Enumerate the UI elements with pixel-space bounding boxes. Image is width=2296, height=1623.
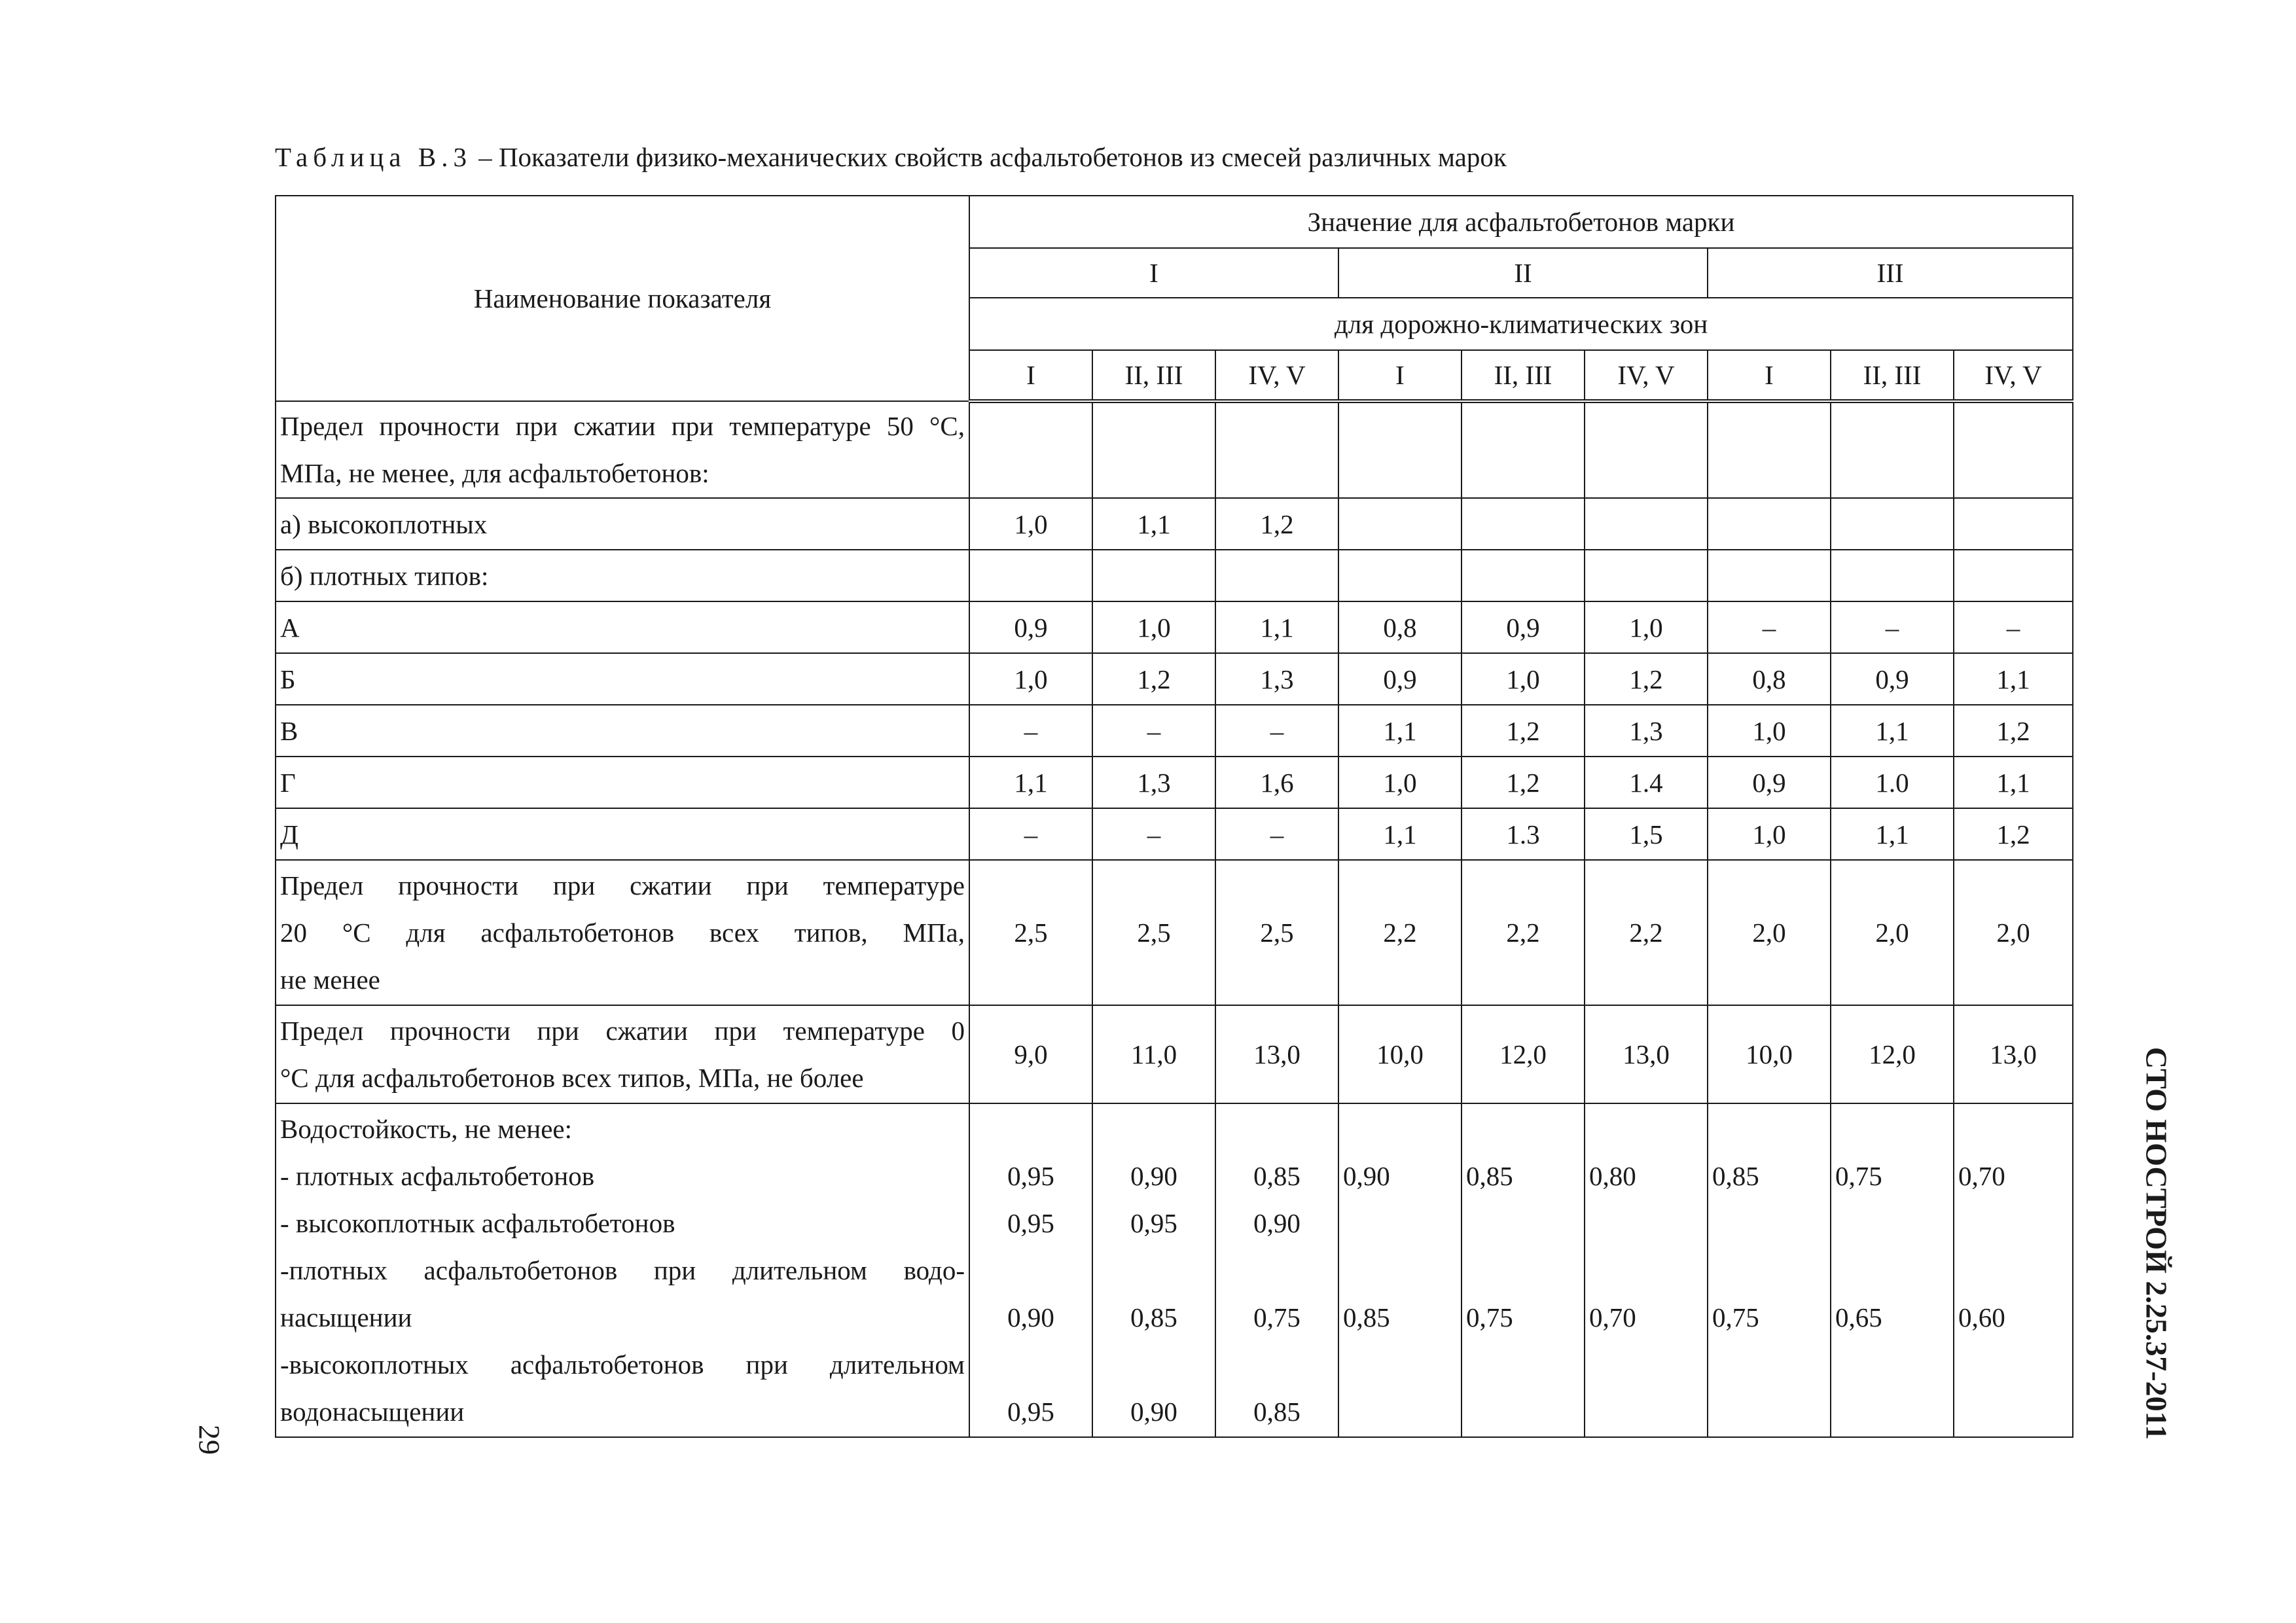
cell-value: 2,2 bbox=[1462, 860, 1585, 1005]
caption-title: Показатели физико-механических свойств асфальтобетонов из смесей различных марок bbox=[498, 142, 1507, 172]
cell-value: 1,2 bbox=[1954, 808, 2073, 860]
page-number-text: 29 bbox=[192, 1425, 226, 1455]
cell-value: 0,75 bbox=[1253, 1302, 1300, 1332]
cell-value: 0,60 bbox=[1958, 1302, 2005, 1332]
cell-value: 0,9 bbox=[1831, 653, 1954, 705]
cell-value: – bbox=[1954, 601, 2073, 653]
cell-value: 2,5 bbox=[1092, 860, 1215, 1005]
table-row bbox=[276, 601, 2073, 653]
document-code bbox=[2117, 1034, 2196, 1453]
row-title-line: водонасыщении bbox=[280, 1397, 465, 1427]
table-row bbox=[276, 401, 2073, 498]
cell-value: – bbox=[1092, 808, 1215, 860]
cell-value: 0,90 bbox=[1130, 1397, 1177, 1427]
cell-value: 1,1 bbox=[1092, 498, 1215, 550]
cell-water bbox=[1708, 1103, 1831, 1437]
cell-water bbox=[1338, 1103, 1462, 1437]
cell-value: 10,0 bbox=[1708, 1005, 1831, 1103]
header-zone: II, III bbox=[1092, 350, 1215, 401]
cell-value: 1,1 bbox=[1954, 653, 2073, 705]
table-row bbox=[276, 498, 2073, 550]
cell-value: 0,90 bbox=[1253, 1208, 1300, 1238]
cell-value: 11,0 bbox=[1092, 1005, 1215, 1103]
cell-value: 1.3 bbox=[1462, 808, 1585, 860]
cell-water bbox=[1585, 1103, 1708, 1437]
cell-value: 2,2 bbox=[1338, 860, 1462, 1005]
header-zone: IV, V bbox=[1215, 350, 1338, 401]
cell-value: 2,0 bbox=[1954, 860, 2073, 1005]
cell-value: 2,5 bbox=[1215, 860, 1338, 1005]
cell-value: 0,85 bbox=[1253, 1397, 1300, 1427]
cell-water bbox=[1831, 1103, 1954, 1437]
cell-value: 1,0 bbox=[1338, 757, 1462, 808]
document-code-text: СТО НОСТРОЙ 2.25.37-2011 bbox=[2140, 1046, 2174, 1440]
cell-value: 0,8 bbox=[1338, 601, 1462, 653]
row-type-label: В bbox=[276, 705, 969, 757]
header-zone: IV, V bbox=[1954, 350, 2073, 401]
cell-value: 2,0 bbox=[1708, 860, 1831, 1005]
cell-value: 1,1 bbox=[1831, 808, 1954, 860]
cell-value: 12,0 bbox=[1462, 1005, 1585, 1103]
cell-value: – bbox=[1708, 601, 1831, 653]
cell-value: 0,80 bbox=[1589, 1161, 1636, 1191]
cell-value: 0,75 bbox=[1835, 1161, 1882, 1191]
table-row bbox=[276, 1005, 2073, 1103]
table-row bbox=[276, 808, 2073, 860]
cell-water bbox=[969, 1103, 1092, 1437]
row-title-line: -плотных асфальтобетонов при длительном водо- bbox=[280, 1255, 965, 1285]
cell-value: 1,5 bbox=[1585, 808, 1708, 860]
cell-value: 1,6 bbox=[1215, 757, 1338, 808]
cell-value: 1,3 bbox=[1585, 705, 1708, 757]
cell-value: 0,75 bbox=[1712, 1302, 1759, 1332]
cell-value: 1,0 bbox=[969, 498, 1092, 550]
cell-value: 1,1 bbox=[969, 757, 1092, 808]
cell-value: 2,5 bbox=[969, 860, 1092, 1005]
table-row bbox=[276, 860, 2073, 1005]
row-label: а) высокоплотных bbox=[276, 498, 969, 550]
cell-value: 1,2 bbox=[1215, 498, 1338, 550]
cell-value: – bbox=[1092, 705, 1215, 757]
cell-value: 0,90 bbox=[1007, 1302, 1054, 1332]
cell-value: 1,0 bbox=[969, 653, 1092, 705]
cell-value: 0,90 bbox=[1130, 1161, 1177, 1191]
row-title-line: Предел прочности при сжатии при температуре 0 bbox=[280, 1016, 965, 1046]
cell-water bbox=[1462, 1103, 1585, 1437]
cell-value: 0,85 bbox=[1466, 1161, 1513, 1191]
header-grade: II bbox=[1338, 248, 1708, 298]
header-zone: IV, V bbox=[1585, 350, 1708, 401]
cell-value: 1,2 bbox=[1954, 705, 2073, 757]
caption-label: Таблица В.3 bbox=[275, 142, 472, 172]
cell-value: 1,1 bbox=[1831, 705, 1954, 757]
cell-value: 1,1 bbox=[1338, 705, 1462, 757]
table-row bbox=[276, 705, 2073, 757]
row-title-line: Предел прочности при сжатии при температуре bbox=[280, 870, 965, 901]
cell-value: 1,0 bbox=[1708, 705, 1831, 757]
header-zone: I bbox=[1338, 350, 1462, 401]
cell-value: 9,0 bbox=[969, 1005, 1092, 1103]
row-title-line: °С для асфальтобетонов всех типов, МПа, не более bbox=[280, 1063, 864, 1093]
cell-value: – bbox=[1215, 705, 1338, 757]
header-zone: II, III bbox=[1462, 350, 1585, 401]
cell-value: 0,85 bbox=[1343, 1302, 1390, 1332]
cell-value: 0,9 bbox=[969, 601, 1092, 653]
cell-value: 0,9 bbox=[1462, 601, 1585, 653]
cell-water bbox=[1092, 1103, 1215, 1437]
header-grade: III bbox=[1708, 248, 2073, 298]
cell-value: 1,1 bbox=[1215, 601, 1338, 653]
row-title-line: - плотных асфальтобетонов bbox=[280, 1161, 595, 1191]
cell-value: 0,75 bbox=[1466, 1302, 1513, 1332]
cell-value: 13,0 bbox=[1585, 1005, 1708, 1103]
row-type-label: А bbox=[276, 601, 969, 653]
cell-value: 0,95 bbox=[1130, 1208, 1177, 1238]
table-row bbox=[276, 653, 2073, 705]
header-zone: II, III bbox=[1831, 350, 1954, 401]
cell-value: 0,70 bbox=[1589, 1302, 1636, 1332]
row-title-water bbox=[276, 1103, 969, 1437]
cell-value: 1.4 bbox=[1585, 757, 1708, 808]
cell-value: 1,3 bbox=[1215, 653, 1338, 705]
row-type-label: Г bbox=[276, 757, 969, 808]
cell-value: 1,2 bbox=[1462, 705, 1585, 757]
cell-value: 12,0 bbox=[1831, 1005, 1954, 1103]
cell-value: 0,85 bbox=[1253, 1161, 1300, 1191]
row-title-line: насыщении bbox=[280, 1302, 412, 1332]
cell-value: 1,2 bbox=[1462, 757, 1585, 808]
cell-value: 0,70 bbox=[1958, 1161, 2005, 1191]
cell-value: 1,3 bbox=[1092, 757, 1215, 808]
table-row bbox=[276, 1103, 2073, 1437]
cell-value: 2,2 bbox=[1585, 860, 1708, 1005]
row-title-line: -высокоплотных асфальтобетонов при длительном bbox=[280, 1349, 965, 1380]
cell-value: 1,0 bbox=[1585, 601, 1708, 653]
table-caption bbox=[275, 141, 1507, 173]
row-title-line: Водостойкость, не менее: bbox=[280, 1114, 572, 1144]
cell-value: 2,0 bbox=[1831, 860, 1954, 1005]
cell-value: 0,85 bbox=[1130, 1302, 1177, 1332]
header-grade: I bbox=[969, 248, 1338, 298]
header-zones-title: для дорожно-климатических зон bbox=[969, 298, 2073, 350]
cell-value: 1,1 bbox=[1954, 757, 2073, 808]
table-row bbox=[276, 550, 2073, 601]
cell-value: 0,8 bbox=[1708, 653, 1831, 705]
cell-value: 0,90 bbox=[1343, 1161, 1390, 1191]
header-zone: I bbox=[1708, 350, 1831, 401]
row-title-0c bbox=[276, 1005, 969, 1103]
header-zone: I bbox=[969, 350, 1092, 401]
cell-value: 0,85 bbox=[1712, 1161, 1759, 1191]
row-type-label: Б bbox=[276, 653, 969, 705]
cell-value: 1,2 bbox=[1585, 653, 1708, 705]
page-number bbox=[190, 1407, 229, 1472]
row-label: б) плотных типов: bbox=[276, 550, 969, 601]
cell-water bbox=[1215, 1103, 1338, 1437]
cell-value: – bbox=[1215, 808, 1338, 860]
row-title-line: - высокоплотнык асфальтобетонов bbox=[280, 1208, 675, 1238]
cell-value: – bbox=[969, 705, 1092, 757]
header-name-col: Наименование показателя bbox=[276, 196, 969, 401]
cell-value: 13,0 bbox=[1954, 1005, 2073, 1103]
cell-value: 0,9 bbox=[1708, 757, 1831, 808]
row-title-50c: Предел прочности при сжатии при температуре 50 °С, МПа, не менее, для асфальтобетонов: bbox=[276, 401, 969, 498]
cell-value: 1,0 bbox=[1462, 653, 1585, 705]
cell-value: 0,95 bbox=[1007, 1208, 1054, 1238]
header-value-group: Значение для асфальтобетонов марки bbox=[969, 196, 2073, 248]
cell-value: 1.0 bbox=[1831, 757, 1954, 808]
cell-water bbox=[1954, 1103, 2073, 1437]
cell-value: 1,0 bbox=[1708, 808, 1831, 860]
cell-value: 0,65 bbox=[1835, 1302, 1882, 1332]
cell-value: 0,95 bbox=[1007, 1161, 1054, 1191]
caption-dash: – bbox=[478, 142, 492, 172]
cell-value: – bbox=[969, 808, 1092, 860]
properties-table bbox=[275, 195, 2073, 1438]
cell-value: 0,95 bbox=[1007, 1397, 1054, 1427]
row-type-label: Д bbox=[276, 808, 969, 860]
cell-value: 13,0 bbox=[1215, 1005, 1338, 1103]
cell-value: 10,0 bbox=[1338, 1005, 1462, 1103]
cell-value: 1,2 bbox=[1092, 653, 1215, 705]
row-title-line: не менее bbox=[280, 965, 380, 995]
cell-value: – bbox=[1831, 601, 1954, 653]
cell-value: 1,0 bbox=[1092, 601, 1215, 653]
row-title-20c bbox=[276, 860, 969, 1005]
cell-value: 1,1 bbox=[1338, 808, 1462, 860]
table-row bbox=[276, 757, 2073, 808]
cell-value: 0,9 bbox=[1338, 653, 1462, 705]
row-title-line: 20 °С для асфальтобетонов всех типов, МПа, bbox=[280, 918, 965, 948]
